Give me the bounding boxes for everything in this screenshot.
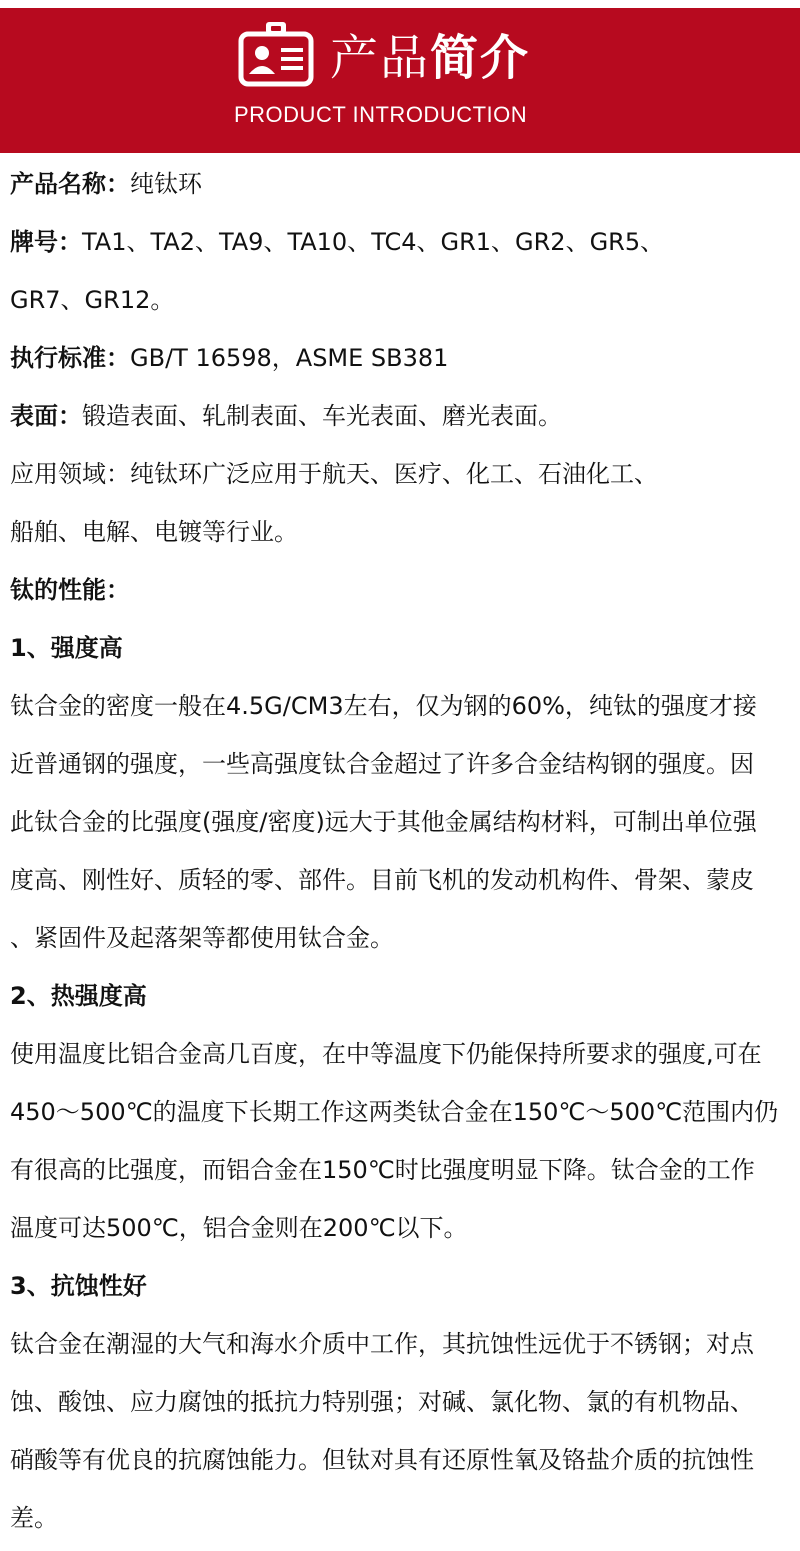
application-row-continued: 船舶、电解、电镀等行业。 (10, 518, 298, 546)
banner-title-bold: 简介 (430, 30, 531, 86)
section-line: 近普通钢的强度，一些高强度钛合金超过了许多合金结构钢的强度。因 (10, 750, 754, 778)
grade-row-continued: GR7、GR12。 (10, 286, 175, 314)
surface-value: 锻造表面、轧制表面、车光表面、磨光表面。 (82, 402, 562, 430)
id-badge-icon (236, 20, 316, 100)
standard-value: GB/T 16598，ASME SB381 (130, 344, 449, 372)
section-line: 有很高的比强度，而铝合金在150℃时比强度明显下降。钛合金的工作 (10, 1156, 755, 1184)
section-line: 蚀、酸蚀、应力腐蚀的抵抗力特别强；对碱、氯化物、氯的有机物品、 (10, 1388, 754, 1416)
section-line: 、紧固件及起落架等都使用钛合金。 (10, 924, 394, 952)
grade-label: 牌号： (10, 228, 82, 256)
banner-title (330, 28, 530, 88)
surface-label: 表面： (10, 402, 82, 430)
section-title: 2、热强度高 (10, 982, 147, 1010)
banner-subtitle: PRODUCT INTRODUCTION (234, 102, 528, 127)
section-line: 钛合金的密度一般在4.5G/CM3左右，仅为钢的60%，纯钛的强度才接 (10, 692, 757, 720)
standard-row (10, 329, 796, 387)
section-title: 1、强度高 (10, 634, 123, 662)
section-line: 度高、刚性好、质轻的零、部件。目前飞机的发动机构件、骨架、蒙皮 (10, 866, 754, 894)
section-line: 硝酸等有优良的抗腐蚀能力。但钛对具有还原性氧及铬盐介质的抗蚀性 (10, 1446, 754, 1474)
standard-label: 执行标准： (10, 344, 130, 372)
properties-heading: 钛的性能： (10, 576, 130, 604)
section-line: 使用温度比铝合金高几百度，在中等温度下仍能保持所要求的强度,可在 (10, 1040, 762, 1068)
product-name-label: 产品名称： (10, 170, 130, 198)
product-name-row (10, 155, 796, 213)
section-line: 温度可达500℃，铝合金则在200℃以下。 (10, 1214, 468, 1242)
section-title: 3、抗蚀性好 (10, 1272, 147, 1300)
banner-title-light: 产品 (330, 30, 431, 86)
section-line: 450～500℃的温度下长期工作这两类钛合金在150℃～500℃范围内仍 (10, 1098, 779, 1126)
header-banner (0, 8, 800, 153)
grade-value: TA1、TA2、TA9、TA10、TC4、GR1、GR2、GR5、 (82, 228, 665, 256)
grade-row (10, 213, 796, 271)
section-line: 此钛合金的比强度(强度/密度)远大于其他金属结构材料，可制出单位强 (10, 808, 757, 836)
application-row: 应用领域：纯钛环广泛应用于航天、医疗、化工、石油化工、 (10, 460, 658, 488)
surface-row (10, 387, 796, 445)
product-content (10, 155, 796, 1547)
section-line: 钛合金在潮湿的大气和海水介质中工作，其抗蚀性远优于不锈钢；对点 (10, 1330, 754, 1358)
product-name-value: 纯钛环 (130, 170, 202, 198)
section-line: 差。 (10, 1504, 58, 1532)
